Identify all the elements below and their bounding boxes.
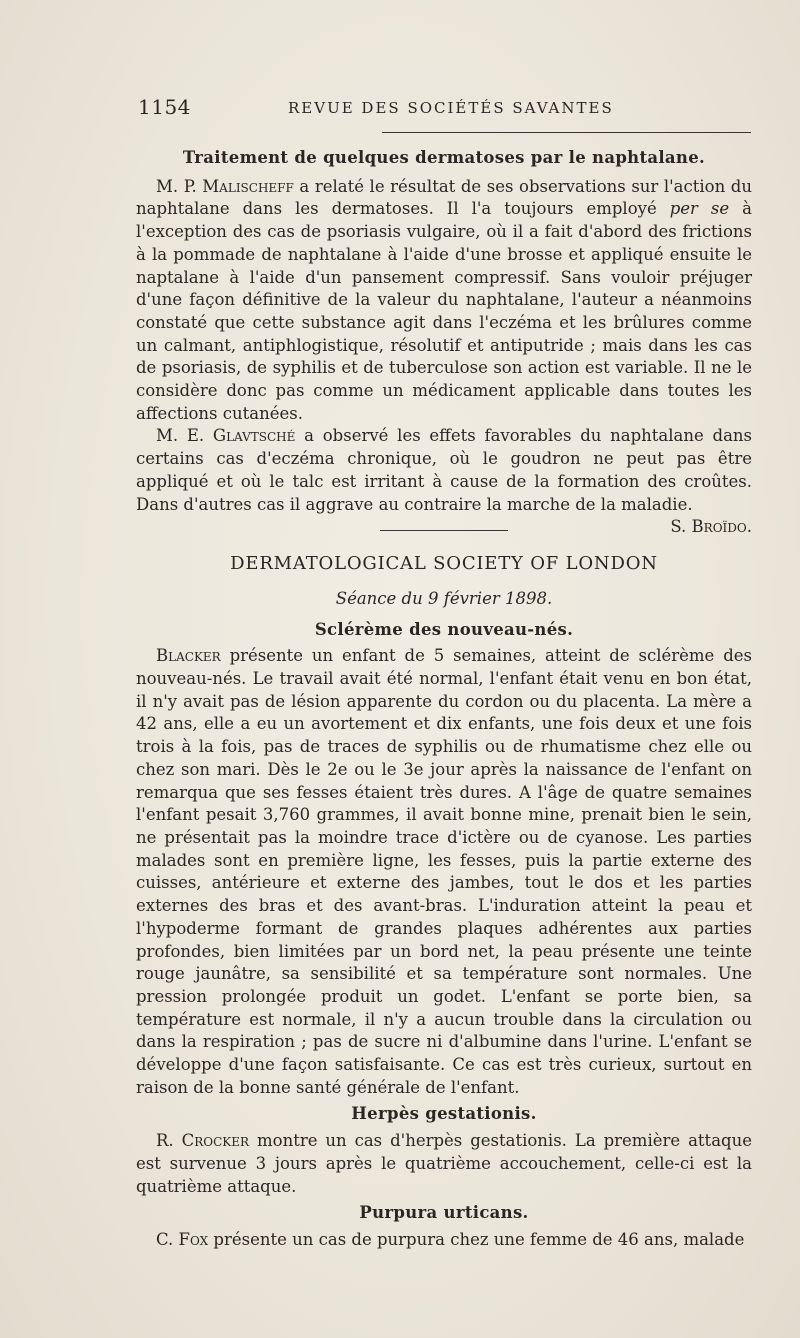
page-header xyxy=(138,95,752,125)
society-title: DERMATOLOGICAL SOCIETY OF LONDON xyxy=(230,553,658,575)
article-body xyxy=(136,147,752,1252)
section-divider xyxy=(380,530,508,531)
author-name: M. E. Glavtsché xyxy=(156,426,296,446)
paragraph-glavtsche xyxy=(136,425,752,537)
paragraph-malischeff xyxy=(136,176,752,426)
author-name: R. Crocker xyxy=(156,1131,250,1151)
author-name: C. Fox xyxy=(156,1229,209,1249)
author-name: Blacker xyxy=(156,646,221,666)
subsection-title-herpes: Herpès gestationis. xyxy=(351,1104,537,1124)
running-head: REVUE DES SOCIÉTÉS SAVANTES xyxy=(288,99,614,117)
signature: S. Broïdo. xyxy=(670,517,752,537)
section-title-naphtalane: Traitement de quelques dermatoses par le naphtalane. xyxy=(182,148,706,167)
paragraph-text: à l'exception des cas de psoriasis vulgaire, où il a fait d'abord des frictions à la pommade de naphtalane à l'aide d'une brosse et appliqué ensuite le naptalane à l'aide d'un pansement compressif. Sans vouloir préjuger d'une façon définitive de la valeur du naphtalane, l'auteur a néanmoins constaté que cette substance agit dans l'eczéma et les brûlures comme un calmant, antiphlogistique, résolutif et antiputride ; mais dans les cas de psoriasis, de syphilis et de tuberculose son action est variable. Il ne le considère donc pas comme un médicament applicable dans toutes les affections cutanées. xyxy=(136,199,753,423)
paragraph-text: a relaté le résultat de ses observations sur l'action du naphtalane dans les dermatoses. Il l'a toujours employé xyxy=(136,176,752,219)
paragraph-text: présente un enfant de 5 semaines, atteint de sclérème des nouveau-nés. Le travail avait été normal, l'enfant était venu en bon état, il n'y avait pas de lésion apparente du cordon ou du placenta. La mère a 42 ans, elle a eu un avortement et dix enfants, une fois deux et une fois trois à la fois, pas de traces de syphilis ou de rhumatisme chez elle ou chez son mari. Dès le 2e ou le 3e jour après la naissance de l'enfant on remarqua que ses fesses étaient très dures. A l'âge de quatre semaines l'enfant pesait 3,760 grammes, il avait bonne mine, prenait bien le sein, ne présentait pas la moindre trace d'ictère ou de cyanose. Les parties malades sont en première ligne, les fesses, puis la partie externe des cuisses, antérieure et externe des jambes, tout le dos et les parties externes des bras et des avant-bras. L'induration atteint la peau et l'hypoderme formant de grandes plaques adhérentes aux parties profondes, bien limitées par un bord net, la peau présente une teinte rouge jaunâtre, sa sensibilité et sa température sont normales. Une pression prolongée produit un godet. L'enfant se porte bien, sa température est normale, il n'y a aucun trouble dans la circulation ou dans la respiration ; pas de sucre ni d'albumine dans l'urine. L'enfant se développe d'une façon satisfaisante. Ce cas est très curieux, surtout en raison de la bonne santé générale de l'enfant. xyxy=(136,646,752,1097)
paragraph-crocker xyxy=(136,1130,752,1198)
paragraph-text: a observé les effets favorables du naphtalane dans certains cas d'eczéma chronique, où le goudron ne peut pas être appliqué et où le talc est irritant à cause de la formation des croûtes. Dans d'autres cas il aggrave au contraire la marche de la maladie. xyxy=(136,426,752,514)
author-name: M. P. Malischeff xyxy=(156,176,294,196)
italic-phrase: per se xyxy=(669,199,730,219)
paragraph-text: présente un cas de purpura chez une femme de 46 ans, malade xyxy=(208,1229,745,1249)
paragraph-text: montre un cas d'herpès gestationis. La première attaque est survenue 3 jours après le quatrième accouchement, celle-ci est la quatrième attaque. xyxy=(136,1131,752,1196)
page-number: 1154 xyxy=(138,95,191,119)
subsection-title-purpura: Purpura urticans. xyxy=(359,1203,529,1223)
session-date: Séance du 9 février 1898. xyxy=(335,588,553,608)
subsection-title-scleredema: Sclérème des nouveau-nés. xyxy=(314,619,574,639)
paragraph-fox xyxy=(136,1229,752,1252)
header-rule xyxy=(382,132,751,133)
paragraph-blacker xyxy=(136,645,752,1099)
